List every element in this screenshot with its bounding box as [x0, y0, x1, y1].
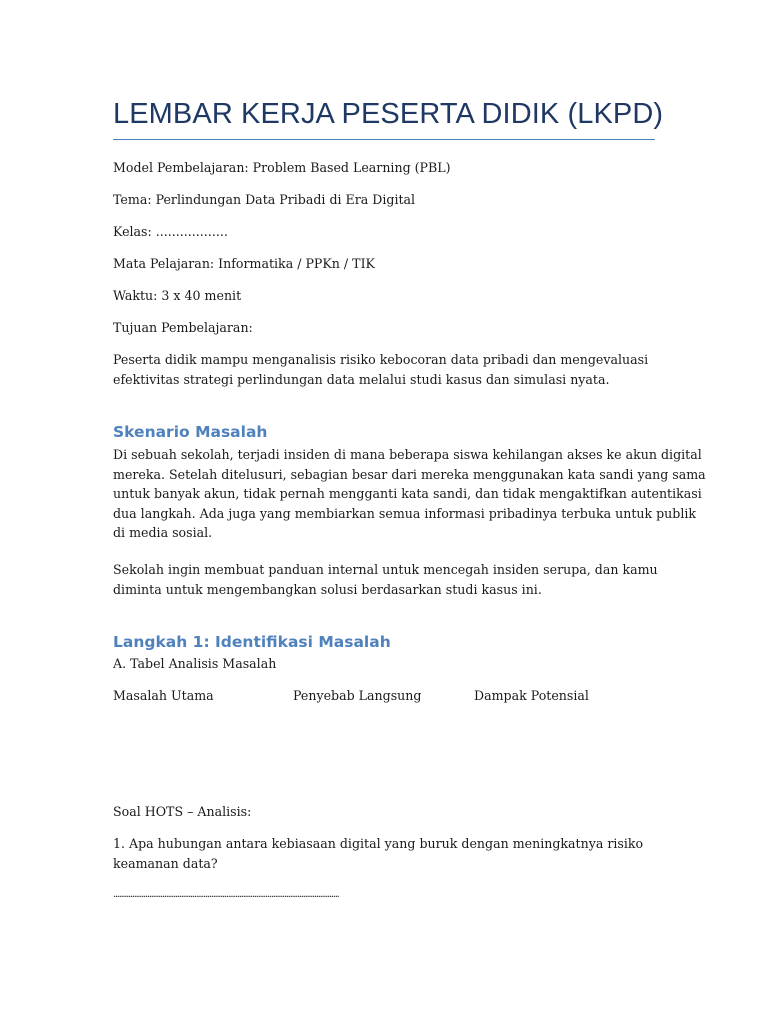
- analysis-table-header: [113, 686, 655, 706]
- tabel-analisis-subheading: A. Tabel Analisis Masalah: [113, 656, 277, 671]
- question-line: 1. Apa hubungan antara kebiasaan digital yang buruk dengan meningkatnya risiko: [113, 836, 644, 851]
- skenario-line: Di sebuah sekolah, terjadi insiden di mana beberapa siswa kehilangan akses ke akun digital: [113, 447, 702, 462]
- answer-line: ........................................................................................................................: [113, 889, 339, 900]
- skenario-line: mereka. Setelah ditelusuri, sebagian besar dari mereka menggunakan kata sandi yang sama: [113, 466, 706, 482]
- column-masalah-utama: Masalah Utama: [113, 688, 214, 703]
- skenario-paragraph-2: [113, 560, 658, 599]
- document-title: LEMBAR KERJA PESERTA DIDIK (LKPD): [113, 98, 664, 130]
- column-penyebab-langsung: Penyebab Langsung: [293, 688, 422, 703]
- kelas: Kelas: ..................: [113, 224, 228, 239]
- tujuan-label: Tujuan Pembelajaran:: [113, 320, 253, 335]
- tujuan-line: Peserta didik mampu menganalisis risiko kebocoran data pribadi dan mengevaluasi: [113, 352, 649, 367]
- tujuan-line: efektivitas strategi perlindungan data melalui studi kasus dan simulasi nyata.: [113, 371, 610, 387]
- model-pembelajaran: Model Pembelajaran: Problem Based Learning (PBL): [113, 160, 451, 175]
- skenario-line: dua langkah. Ada juga yang membiarkan semua informasi pribadinya terbuka untuk publik: [113, 505, 697, 521]
- tema: Tema: Perlindungan Data Pribadi di Era Digital: [113, 192, 416, 207]
- hots-label: Soal HOTS – Analisis:: [113, 804, 252, 819]
- question-line: keamanan data?: [113, 855, 218, 871]
- skenario-line: diminta untuk mengembangkan solusi berdasarkan studi kasus ini.: [113, 581, 542, 597]
- waktu: Waktu: 3 x 40 menit: [113, 288, 242, 303]
- skenario-heading: Skenario Masalah: [113, 423, 268, 441]
- skenario-line: di media sosial.: [113, 525, 213, 540]
- title-underline: [113, 139, 655, 140]
- tujuan-paragraph: [113, 350, 655, 389]
- skenario-line: Sekolah ingin membuat panduan internal untuk mencegah insiden serupa, dan kamu: [113, 562, 658, 577]
- mata-pelajaran: Mata Pelajaran: Informatika / PPKn / TIK: [113, 256, 375, 271]
- langkah-1-heading: Langkah 1: Identifikasi Masalah: [113, 633, 391, 651]
- column-dampak-potensial: Dampak Potensial: [474, 688, 589, 703]
- hots-question-1: [113, 834, 655, 873]
- skenario-line: untuk banyak akun, tidak pernah mengganti kata sandi, dan tidak mengaktifkan autentikasi: [113, 486, 702, 501]
- skenario-paragraph-1: [113, 445, 706, 543]
